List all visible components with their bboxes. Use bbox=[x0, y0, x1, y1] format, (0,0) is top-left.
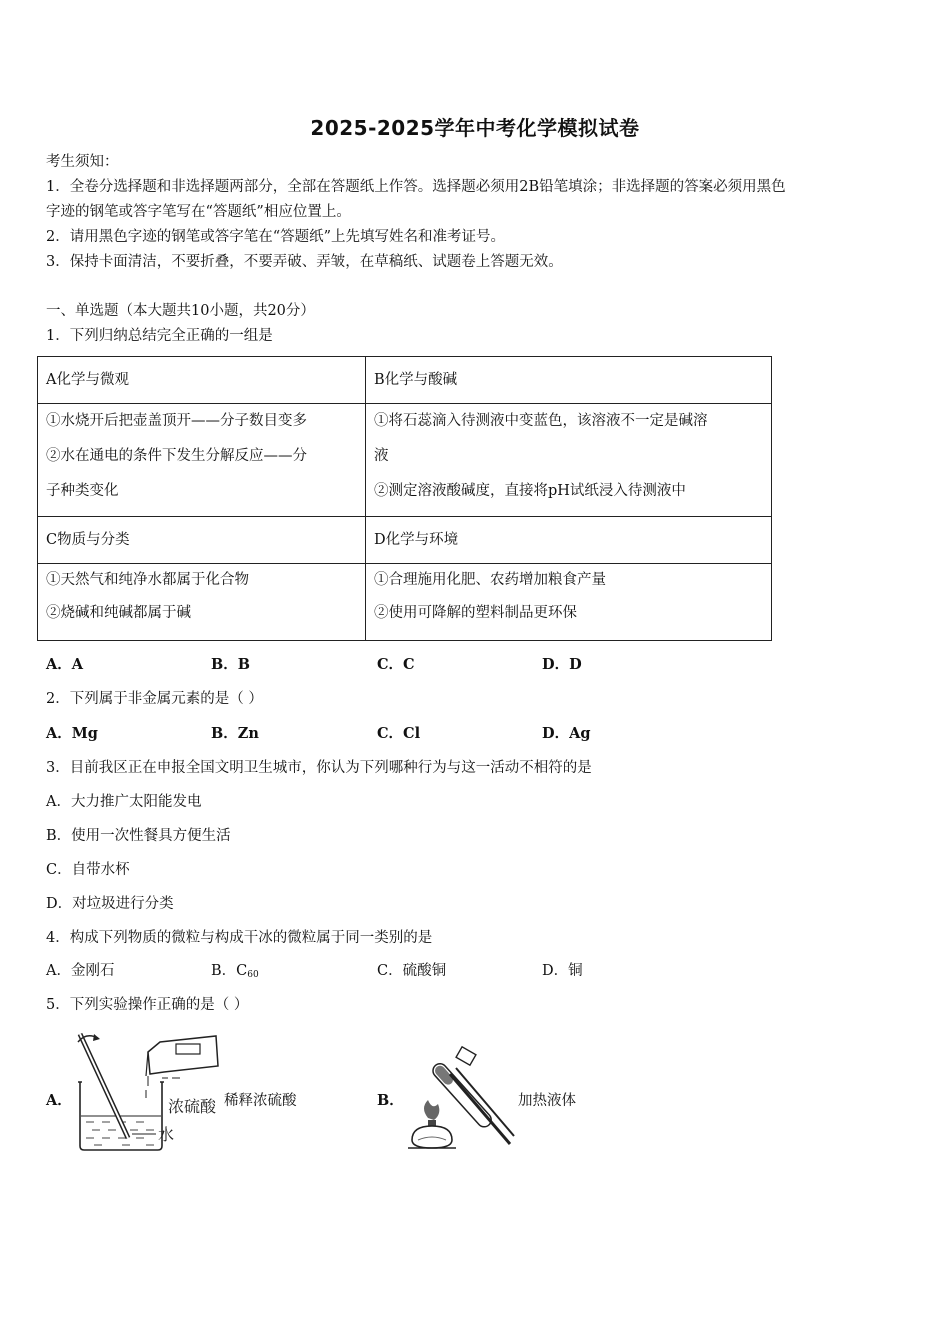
q2-option-c[interactable]: C．Cl bbox=[377, 725, 421, 742]
page-title: 2025-2025学年中考化学模拟试卷 bbox=[310, 116, 640, 140]
q1-stem: 1．下列归纳总结完全正确的一组是 bbox=[46, 328, 273, 344]
q3-option-b[interactable]: B．使用一次性餐具方便生活 bbox=[46, 828, 231, 844]
water-label: 水 bbox=[158, 1125, 175, 1144]
q5-option-a-letter[interactable]: A． bbox=[46, 1092, 72, 1109]
q2-option-b[interactable]: B．Zn bbox=[211, 725, 259, 742]
q1-table bbox=[37, 356, 772, 641]
table-line: 子种类变化 bbox=[46, 483, 119, 499]
q2-stem: 2．下列属于非金属元素的是（ ） bbox=[46, 691, 263, 707]
table-cell-c-head: C物质与分类 bbox=[38, 517, 366, 564]
q5-stem: 5．下列实验操作正确的是（ ） bbox=[46, 997, 249, 1013]
table-line: 液 bbox=[374, 448, 389, 464]
notice-line-4: 3．保持卡面清洁，不要折叠，不要弄破、弄皱，在草稿纸、试题卷上答题无效。 bbox=[46, 254, 563, 270]
q5-option-b-caption: 加热液体 bbox=[518, 1093, 576, 1109]
q3-option-d[interactable]: D．对垃圾进行分类 bbox=[46, 896, 174, 912]
heat-liquid-figure bbox=[398, 1044, 518, 1154]
table-cell-d-head: D化学与环境 bbox=[366, 517, 772, 564]
table-line: ②测定溶液酸碱度，直接将pH试纸浸入待测液中 bbox=[374, 483, 686, 499]
table-line: ①将石蕊滴入待测液中变蓝色，该溶液不一定是碱溶 bbox=[374, 413, 708, 429]
notice-line-1: 1．全卷分选择题和非选择题两部分，全部在答题纸上作答。选择题必须用2B铅笔填涂；非选择题的答案必须用黑色 bbox=[46, 179, 786, 195]
q2-option-a[interactable]: A．Mg bbox=[46, 725, 98, 742]
q4-option-b-text: B．C bbox=[211, 963, 248, 979]
table-line: ②水在通电的条件下发生分解反应——分 bbox=[46, 448, 307, 464]
q4-option-a[interactable]: A．金刚石 bbox=[46, 963, 115, 979]
table-cell-b-head: B化学与酸碱 bbox=[366, 357, 772, 404]
table-line: ②烧碱和纯碱都属于碱 bbox=[46, 605, 191, 621]
notice-heading: 考生须知： bbox=[46, 154, 119, 170]
table-line: ①天然气和纯净水都属于化合物 bbox=[46, 572, 249, 588]
notice-line-3: 2．请用黑色字迹的钢笔或答字笔在“答题纸”上先填写姓名和准考证号。 bbox=[46, 229, 506, 245]
q2-option-d[interactable]: D．Ag bbox=[542, 725, 591, 742]
q1-option-c[interactable]: C．C bbox=[377, 656, 415, 673]
q4-option-d[interactable]: D．铜 bbox=[542, 963, 583, 979]
q4-stem: 4．构成下列物质的微粒与构成干冰的微粒属于同一类别的是 bbox=[46, 930, 433, 946]
table-cell-d-body bbox=[366, 564, 772, 641]
notice-line-2: 字迹的钢笔或答字笔写在“答题纸”相应位置上。 bbox=[46, 204, 351, 220]
q5-option-a-caption: 稀释浓硫酸 bbox=[224, 1093, 297, 1109]
table-line: ①合理施用化肥、农药增加粮食产量 bbox=[374, 572, 606, 588]
section-heading: 一、单选题（本大题共10小题，共20分） bbox=[46, 303, 315, 319]
q1-option-a[interactable]: A．A bbox=[46, 656, 84, 673]
q3-stem: 3．目前我区正在申报全国文明卫生城市，你认为下列哪种行为与这一活动不相符的是 bbox=[46, 760, 592, 776]
table-cell-a-head: A化学与微观 bbox=[38, 357, 366, 404]
table-cell-c-body bbox=[38, 564, 366, 641]
table-cell-a-body bbox=[38, 404, 366, 517]
table-line: ①水烧开后把壶盖顶开——分子数目变多 bbox=[46, 413, 307, 429]
dilute-acid-figure bbox=[72, 1024, 224, 1152]
acid-label: 浓硫酸 bbox=[168, 1097, 217, 1116]
q4-option-b[interactable] bbox=[211, 961, 259, 985]
q1-option-b[interactable]: B．B bbox=[211, 656, 251, 673]
q5-option-b-letter[interactable]: B． bbox=[377, 1092, 404, 1109]
q3-option-a[interactable]: A．大力推广太阳能发电 bbox=[46, 794, 202, 810]
table-cell-b-body bbox=[366, 404, 772, 517]
q3-option-c[interactable]: C．自带水杯 bbox=[46, 862, 130, 878]
q1-option-d[interactable]: D．D bbox=[542, 656, 582, 673]
table-line: ②使用可降解的塑料制品更环保 bbox=[374, 605, 577, 621]
q4-option-c[interactable]: C．硫酸铜 bbox=[377, 963, 447, 979]
q4-option-b-subscript: 60 bbox=[247, 970, 259, 980]
